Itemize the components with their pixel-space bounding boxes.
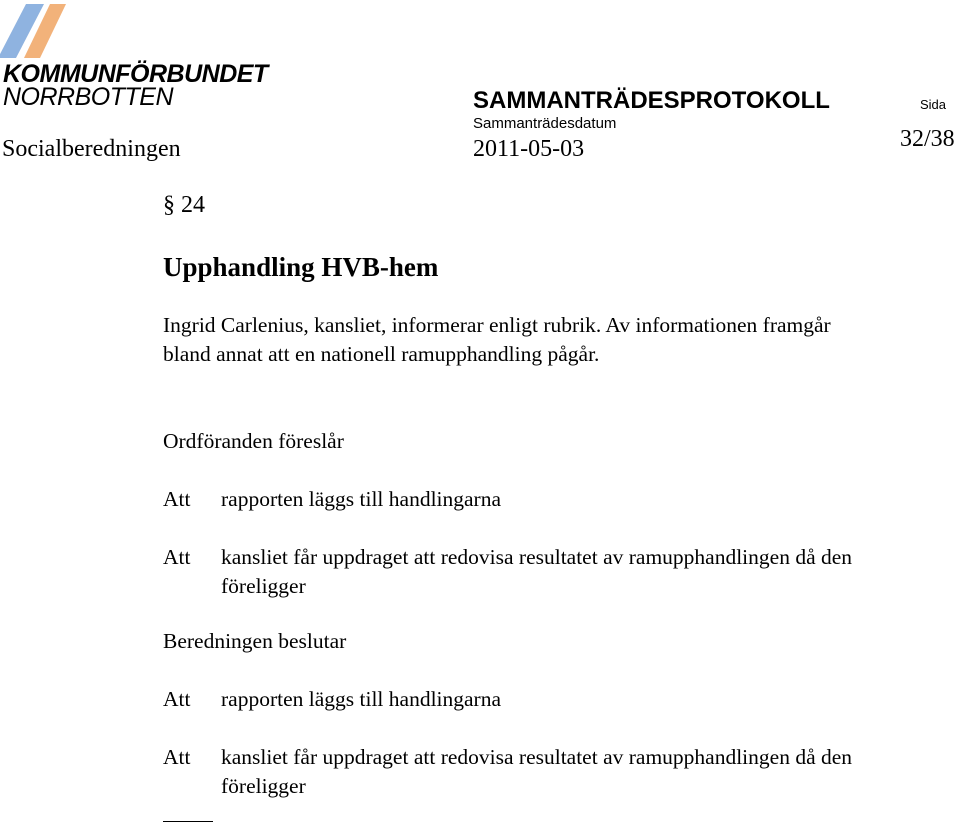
end-divider xyxy=(163,821,213,822)
decision-item-line: rapporten läggs till handlingarna xyxy=(221,687,502,711)
organization-logo-mark xyxy=(0,0,80,62)
att-marker: Att xyxy=(163,687,191,711)
page-label: Sida xyxy=(920,97,947,112)
proposal-item-line: kansliet får uppdraget att redovisa resultatet av ramupphandlingen då den xyxy=(221,545,853,569)
intro-line: Ingrid Carlenius, kansliet, informerar enligt rubrik. Av informationen framgår xyxy=(163,313,831,337)
att-marker: Att xyxy=(163,487,191,511)
proposal-label: Ordföranden föreslår xyxy=(163,429,344,453)
meeting-date-label: Sammanträdesdatum xyxy=(473,115,617,132)
decision-label: Beredningen beslutar xyxy=(163,629,347,653)
logo-text-line2: NORRBOTTEN xyxy=(3,83,173,111)
decision-item-line: kansliet får uppdraget att redovisa resultatet av ramupphandlingen då den xyxy=(221,745,853,769)
intro-line: bland annat att en nationell ramupphandling pågår. xyxy=(163,342,600,366)
meeting-date: 2011-05-03 xyxy=(473,136,585,162)
decision-item xyxy=(221,685,960,714)
decision-item xyxy=(221,743,960,801)
proposal-item xyxy=(221,543,960,601)
proposal-item-line: föreligger xyxy=(221,574,306,598)
intro-paragraph xyxy=(163,311,953,369)
att-marker: Att xyxy=(163,545,191,569)
section-number: § 24 xyxy=(163,192,205,218)
proposal-item xyxy=(221,485,960,514)
proposal-item-line: rapporten läggs till handlingarna xyxy=(221,487,502,511)
committee-name: Socialberedningen xyxy=(2,136,181,162)
decision-item-line: föreligger xyxy=(221,774,306,798)
document-type-title: SAMMANTRÄDESPROTOKOLL xyxy=(473,87,830,114)
page-number: 32/38 xyxy=(900,126,955,152)
section-title: Upphandling HVB-hem xyxy=(163,252,439,282)
logo-text-line1: KOMMUNFÖRBUNDET xyxy=(3,60,268,88)
att-marker: Att xyxy=(163,745,191,769)
